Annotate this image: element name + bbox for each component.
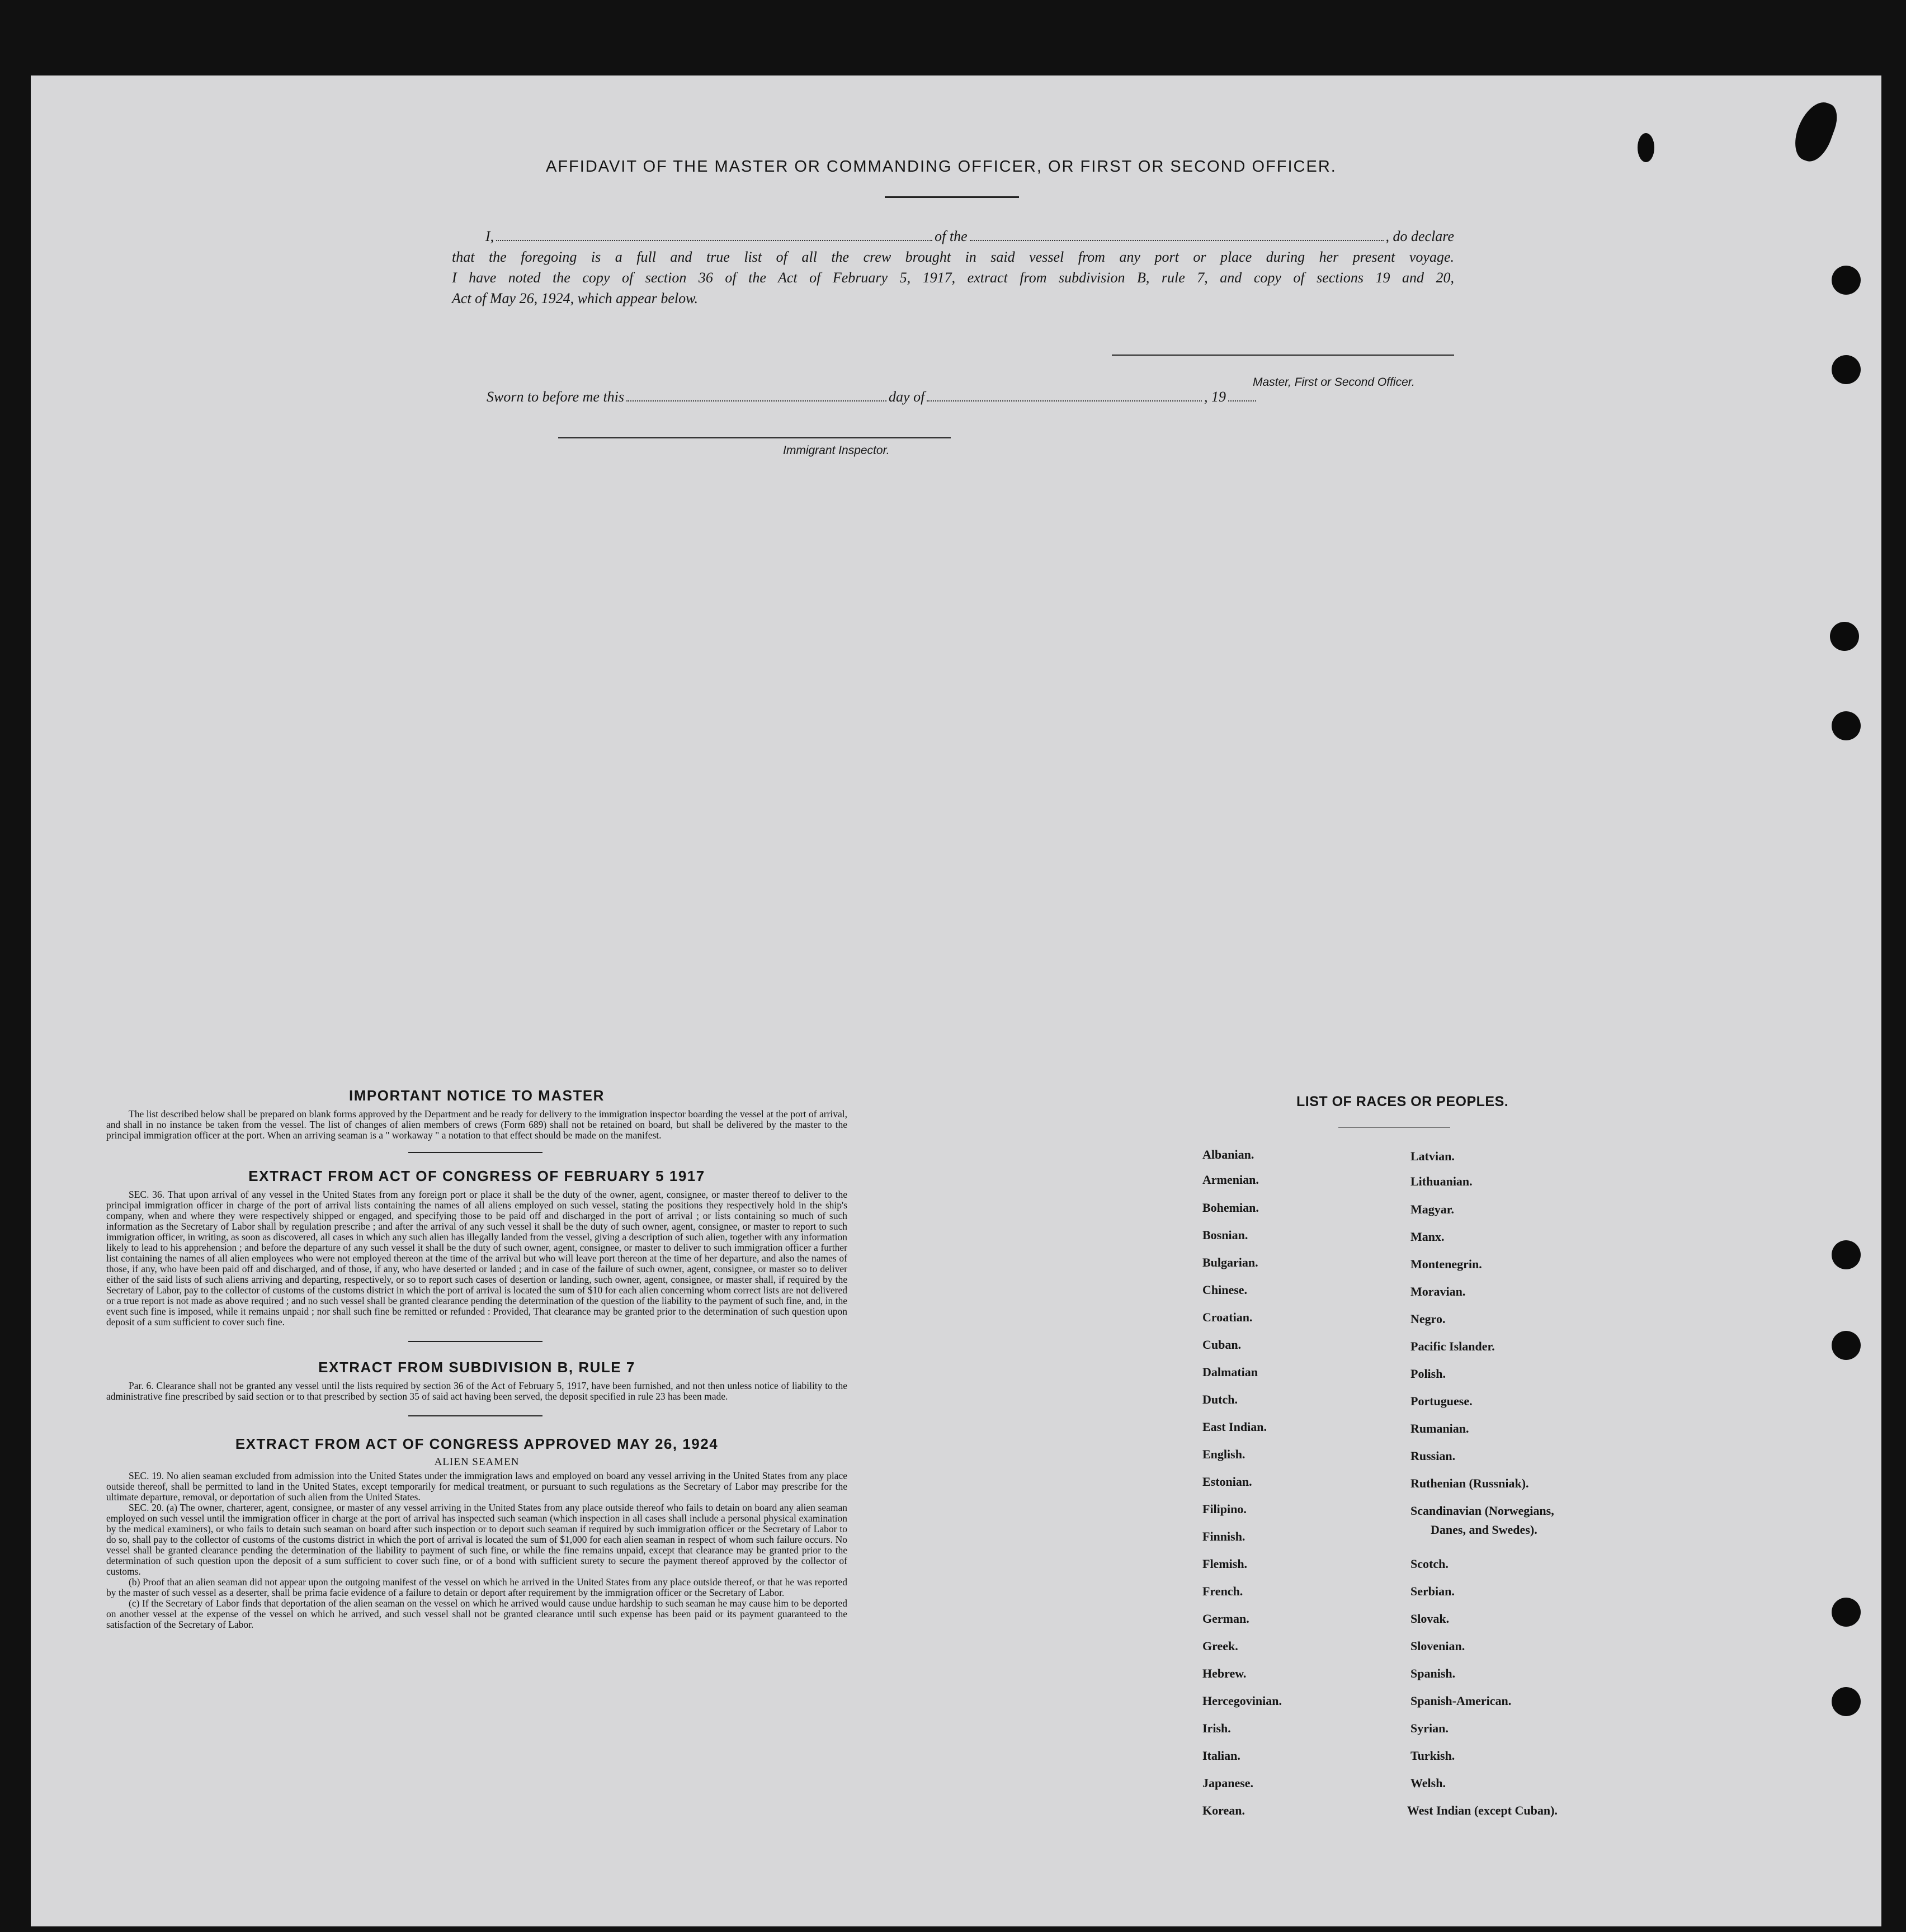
race-item: Spanish-American. — [1410, 1694, 1512, 1708]
race-item: West Indian (except Cuban). — [1407, 1803, 1558, 1817]
races-title-underline — [1338, 1127, 1450, 1128]
race-item: Bosnian. — [1202, 1228, 1248, 1242]
declaration-text: I have noted the copy of section 36 of the Act of February 5, 1917, extract from subdivision B, rule 7, and copy of sections 19 and 20, — [452, 270, 1454, 286]
vessel-name-field[interactable] — [970, 229, 1384, 241]
race-item: Spanish. — [1410, 1666, 1456, 1680]
section-divider — [408, 1341, 542, 1342]
race-item: Finnish. — [1202, 1529, 1245, 1543]
extract-1924-subtitle: ALIEN SEAMEN — [434, 1456, 520, 1468]
race-item: Bohemian. — [1202, 1201, 1259, 1215]
title-underline — [885, 196, 1019, 198]
punch-hole — [1832, 355, 1861, 384]
declaration-text: of the — [935, 228, 968, 244]
notice-paragraph: The list described below shall be prepared on blank forms approved by the Department and be ready for delivery to the immigration inspector boarding the vessel at the port of arrival, and shall in no instance be taken from the vessel. The list of changes of alien members of crews (Form 689) shall not be retained on board, but shall be delivered by the master to the principal immigration officer at the port. When an arriving seaman is a " workaway " a notation to that effect should be made on the manifest. — [106, 1108, 847, 1141]
declaration-text: , do declare — [1385, 228, 1454, 244]
race-item: Negro. — [1410, 1312, 1446, 1326]
section-20c-paragraph: (c) If the Secretary of Labor finds that deportation of the alien seaman on the vessel on which he arrived would cause undue hardship to such seaman he may cause him to be deported on another vessel at the expense of the vessel on which he arrived, and such vessel shall not be granted clearance until such expense has been paid or its payment guaranteed to the satisfaction of the Secretary of Labor. — [106, 1598, 847, 1630]
declaration-text: I, — [485, 228, 494, 244]
race-item: German. — [1202, 1612, 1249, 1626]
master-signature-label: Master, First or Second Officer. — [1253, 376, 1415, 389]
race-item: Lithuanian. — [1410, 1174, 1473, 1188]
punch-hole — [1830, 622, 1859, 651]
notice-body — [106, 1109, 847, 1141]
punch-hole — [1832, 1687, 1861, 1716]
race-item: Danes, and Swedes). — [1431, 1523, 1537, 1537]
race-item: Moravian. — [1410, 1284, 1466, 1298]
sworn-day-field[interactable] — [626, 389, 886, 401]
race-item: Pacific Islander. — [1410, 1339, 1495, 1353]
declaration-block — [452, 226, 1454, 309]
race-item: Latvian. — [1410, 1149, 1455, 1163]
race-item: Serbian. — [1410, 1584, 1455, 1598]
race-item: Slovenian. — [1410, 1639, 1465, 1653]
race-item: Polish. — [1410, 1367, 1446, 1381]
race-item: Irish. — [1202, 1721, 1231, 1735]
punch-hole — [1832, 1240, 1861, 1269]
rule-7-body — [106, 1381, 847, 1402]
sworn-text: day of — [889, 389, 925, 405]
name-field[interactable] — [496, 229, 932, 241]
race-item: Dalmatian — [1202, 1365, 1258, 1379]
race-item: Scandinavian (Norwegians, — [1410, 1504, 1554, 1518]
section-20a-paragraph: SEC. 20. (a) The owner, charterer, agent, consignee, or master of any vessel arriving in the United States from any place outside thereof who fails to detain on board any alien seaman employed on such vessel until the immigration officer in charge at the port of arrival has inspected such seaman (which inspection in all cases shall include a personal physical examination by the medical examiners), or who fails to detain such seaman on board after such inspection or to deport such seaman if required by such immigration officer or the Secretary of Labor to do so, shall pay to the collector of customs of the customs district in which the port of arrival is located the sum of $1,000 for each alien seaman in respect of whom such failure occurs. No vessel shall be granted clearance pending the determination of the liability to payment of such fine, or while the fine remains unpaid, except that clearance may be granted prior to the determination of such question upon the deposit of a sum sufficient to cover such fine, or of a bond with sufficient surety to secure the payment thereof approved by the collector of customs. — [106, 1502, 847, 1577]
sworn-year-field[interactable] — [1228, 389, 1256, 401]
notice-column — [106, 1087, 847, 1630]
section-divider — [408, 1415, 542, 1416]
race-item: Croatian. — [1202, 1310, 1253, 1324]
punch-hole — [1832, 1331, 1861, 1360]
race-item: Magyar. — [1410, 1202, 1455, 1216]
inspector-signature-line[interactable] — [558, 437, 951, 438]
race-item: Greek. — [1202, 1639, 1238, 1653]
declaration-text: Act of May 26, 1924, which appear below. — [452, 290, 699, 306]
affidavit-title: AFFIDAVIT OF THE MASTER OR COMMANDING OFFICER, OR FIRST OR SECOND OFFICER. — [546, 158, 1337, 176]
section-divider — [408, 1152, 542, 1153]
document-page — [31, 75, 1881, 1926]
race-item: Scotch. — [1410, 1557, 1449, 1571]
race-item: Welsh. — [1410, 1776, 1446, 1790]
race-item: Estonian. — [1202, 1475, 1252, 1489]
extract-1924-body — [106, 1471, 847, 1630]
ink-blot — [1638, 133, 1654, 162]
race-item: Russian. — [1410, 1449, 1456, 1463]
race-item: French. — [1202, 1584, 1243, 1598]
race-item: Turkish. — [1410, 1749, 1455, 1763]
sworn-month-field[interactable] — [927, 389, 1202, 401]
race-item: Albanian. — [1202, 1147, 1254, 1161]
race-item: Armenian. — [1202, 1173, 1259, 1187]
section-20b-paragraph: (b) Proof that an alien seaman did not appear upon the outgoing manifest of the vessel on which he arrived in the United States from any place outside thereof, or that he was reported by the master of such vessel as a deserter, shall be prima facie evidence of a failure to detain or deport after requirement by the immigration officer or the Secretary of Labor. — [106, 1576, 847, 1598]
punch-hole — [1832, 266, 1861, 295]
race-item: Bulgarian. — [1202, 1255, 1258, 1269]
notice-title: IMPORTANT NOTICE TO MASTER — [349, 1087, 605, 1104]
rule-7-title: EXTRACT FROM SUBDIVISION B, RULE 7 — [318, 1359, 635, 1376]
punch-hole — [1832, 711, 1861, 740]
extract-1917-body — [106, 1189, 847, 1328]
rule-7-paragraph: Par. 6. Clearance shall not be granted any vessel until the lists required by section 36 of the Act of February 5, 1917, have been furnished, and not then unless notice of liability to the administrative fine prescribed by said section or to that prescribed by section 35 of said act having been served, the deposit specified in rule 23 has been made. — [106, 1380, 847, 1402]
master-signature-line[interactable] — [1112, 355, 1454, 356]
race-item: Dutch. — [1202, 1392, 1238, 1406]
race-item: Filipino. — [1202, 1502, 1247, 1516]
sworn-text: Sworn to before me this — [487, 389, 625, 405]
race-item: Manx. — [1410, 1230, 1445, 1244]
race-item: Slovak. — [1410, 1612, 1450, 1626]
sworn-line — [487, 389, 1258, 405]
extract-1924-title: EXTRACT FROM ACT OF CONGRESS APPROVED MAY 26, 1924 — [235, 1435, 719, 1452]
race-item: Rumanian. — [1410, 1421, 1469, 1435]
inspector-label: Immigrant Inspector. — [783, 444, 890, 457]
sworn-text: , 19 — [1204, 389, 1226, 405]
section-36-paragraph: SEC. 36. That upon arrival of any vessel in the United States from any foreign port or place it shall be the duty of the owner, agent, consignee, or master thereof to deliver to the principal immigration officer in charge of the port of arrival lists containing the names of all aliens employed on such vessel, stating the positions they respectively hold in the ship's company, when and where they were respectively shipped or engaged, and specifying those to be paid off and discharged in the port of arrival ; or lists containing so much of such information as the Secretary of Labor shall by regulation prescribe ; and after the arrival of any such vessel it shall be the duty of such owner, agent, consignee, or master to report to such immigration officer, in writing, as soon as discovered, all cases in which any such alien has illegally landed from the vessel, giving a description of such alien, together with any information likely to lead to his apprehension ; and before the departure of any such vessel it shall be the duty of such owner, agent, consignee, or master to deliver to such immigration officer a further list containing the names of all alien employees who were not employed thereon at the time of the arrival but who will leave port thereon at the time of her departure, and also the names of those, if any, who have been paid off and discharged, and of those, if any, who have deserted or landed ; and in case of the failure of such owner, agent, consignee, or master so to deliver either of the said lists of such aliens arriving and departing, respectively, or so to report such cases of desertion or landing, such owner, agent, consignee, or master shall, if required by the Secretary of Labor, pay to the collector of customs of the customs district in which the port of arrival is located the sum of $10 for each alien concerning whom correct lists are not delivered or a true report is not made as above required ; and no such vessel shall be granted clearance pending the determination of the question of the liability to the payment of such fine, and, in the event such fine is imposed, while it remains unpaid ; nor shall such fine be remitted or refunded : Provided, That clearance may be granted prior to the determination of such question upon deposit of a sum sufficient to cover such fine. — [106, 1189, 847, 1328]
race-item: Flemish. — [1202, 1557, 1248, 1571]
race-item: Ruthenian (Russniak). — [1410, 1476, 1529, 1490]
extract-1917-title: EXTRACT FROM ACT OF CONGRESS OF FEBRUARY 5 1917 — [248, 1168, 705, 1184]
race-item: Cuban. — [1202, 1338, 1242, 1352]
race-item: Hebrew. — [1202, 1666, 1247, 1680]
race-item: Korean. — [1202, 1803, 1245, 1817]
race-item: Syrian. — [1410, 1721, 1449, 1735]
race-item: English. — [1202, 1447, 1245, 1461]
race-item: Japanese. — [1202, 1776, 1254, 1790]
race-item: East Indian. — [1202, 1420, 1267, 1434]
declaration-text: that the foregoing is a full and true list of all the crew brought in said vessel from any port or place during her present voyage. — [452, 249, 1454, 265]
race-item: Portuguese. — [1410, 1394, 1473, 1408]
race-item: Italian. — [1202, 1749, 1240, 1763]
section-19-paragraph: SEC. 19. No alien seaman excluded from admission into the United States under the immigration laws and employed on board any vessel arriving in the United States from any place outside thereof, shall be permitted to land in the United States, except temporarily for medical treatment, or pursuant to such regulations as the Secretary of Labor may prescribe for the ultimate departure, removal, or deportation of such alien from the United States. — [106, 1470, 847, 1503]
race-item: Hercegovinian. — [1202, 1694, 1282, 1708]
race-item: Montenegrin. — [1410, 1257, 1482, 1271]
punch-hole — [1832, 1598, 1861, 1627]
race-item: Chinese. — [1202, 1283, 1248, 1297]
races-title: LIST OF RACES OR PEOPLES. — [1296, 1094, 1509, 1109]
